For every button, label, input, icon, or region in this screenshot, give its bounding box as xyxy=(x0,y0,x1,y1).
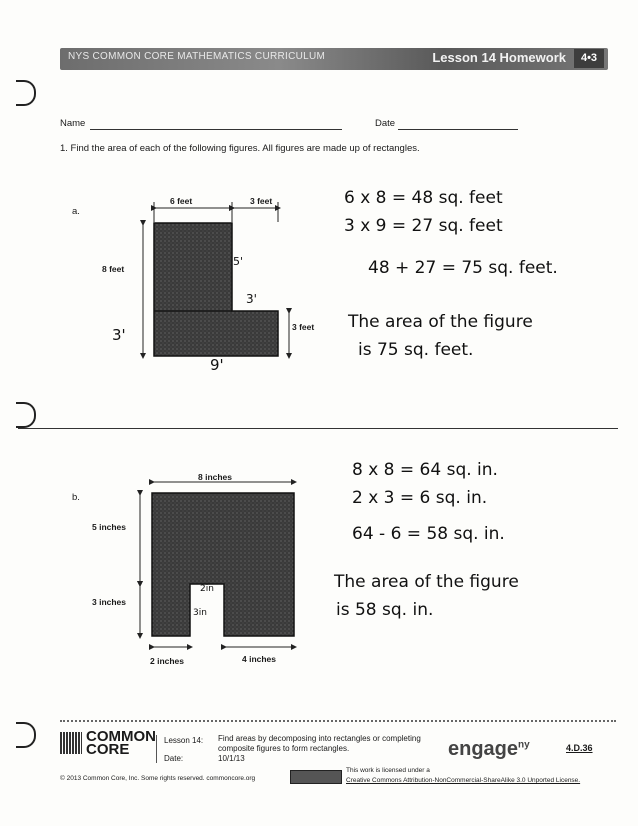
figure-a-answer-line: is 75 sq. feet. xyxy=(358,340,474,360)
figure-a-top-right-dim: 3 feet xyxy=(250,196,273,206)
figure-a-work-line: 6 x 8 = 48 sq. feet xyxy=(344,188,503,208)
figure-a-hand-inner-right: 3' xyxy=(246,292,257,306)
footer-lesson-label: Lesson 14: xyxy=(164,736,204,745)
figure-a-hand-bottom: 9' xyxy=(210,356,224,374)
figure-b-answer-line: is 58 sq. in. xyxy=(336,600,434,620)
figure-a-shape xyxy=(154,223,278,356)
figure-a-work-line: 3 x 9 = 27 sq. feet xyxy=(344,216,503,236)
license-link[interactable]: Creative Commons Attribution-NonCommercial-ShareAlike 3.0 Unported License. xyxy=(346,777,581,784)
footer-date-label: Date: xyxy=(164,754,184,763)
page-number: 4.D.36 xyxy=(566,743,593,753)
figure-a-hand-inner-top: 5' xyxy=(233,255,244,268)
cc-license-badge-icon xyxy=(290,770,342,784)
lesson-number: 4•3 xyxy=(574,49,604,68)
question-1-text: 1. Find the area of each of the following figures. All figures are made up of rectangles. xyxy=(60,143,420,154)
figure-b-work-line: 2 x 3 = 6 sq. in. xyxy=(352,488,488,508)
footer-date: 10/1/13 xyxy=(218,754,245,763)
figure-b-label: b. xyxy=(72,492,80,503)
lesson-title: Lesson 14 Homework xyxy=(432,50,566,65)
footer-rule xyxy=(60,720,616,722)
curriculum-title: NYS COMMON CORE MATHEMATICS CURRICULUM xyxy=(68,51,326,62)
figure-a-top-left-dim: 6 feet xyxy=(170,196,193,206)
date-label: Date xyxy=(375,118,396,129)
figure-b-work-line: 8 x 8 = 64 sq. in. xyxy=(352,460,498,480)
footer-lesson-description: Find areas by decomposing into rectangles or completing composite figures to form rectangles. xyxy=(218,734,421,753)
figure-b-bottom-right-dim: 4 inches xyxy=(242,654,277,664)
figure-b-answer-line: The area of the figure xyxy=(334,572,519,592)
figure-b-shape xyxy=(152,493,294,636)
common-core-logo-icon xyxy=(60,732,82,754)
figure-a-left-dim: 8 feet xyxy=(102,264,125,274)
figure-b-work-line: 64 - 6 = 58 sq. in. xyxy=(352,524,505,544)
figure-a-hand-left: 3' xyxy=(112,326,126,344)
figure-a-work-line: 48 + 27 = 75 sq. feet. xyxy=(368,258,558,278)
figure-b-notch-width: 2in xyxy=(200,584,214,594)
figure-b-bottom-left-dim: 2 inches xyxy=(150,656,185,666)
footer-separator xyxy=(156,735,157,763)
figure-a-answer-line: The area of the figure xyxy=(348,312,533,332)
figure-a-label: a. xyxy=(72,206,80,217)
name-label: Name xyxy=(60,118,86,129)
common-core-logo-text: COMMON CORE xyxy=(86,728,156,758)
figure-b-notch-height: 3in xyxy=(193,608,207,618)
figure-b-top-dim: 8 inches xyxy=(198,472,233,482)
figure-a-right-dim: 3 feet xyxy=(292,322,315,332)
copyright-text: © 2013 Common Core, Inc. Some rights reserved. commoncore.org xyxy=(60,775,256,782)
figure-b-left-upper-dim: 5 inches xyxy=(92,522,127,532)
engageny-logo: engage$^{ny}$ xyxy=(448,738,530,760)
figure-b-left-lower-dim: 3 inches xyxy=(92,597,127,607)
license-text: This work is licensed under a xyxy=(346,767,430,774)
